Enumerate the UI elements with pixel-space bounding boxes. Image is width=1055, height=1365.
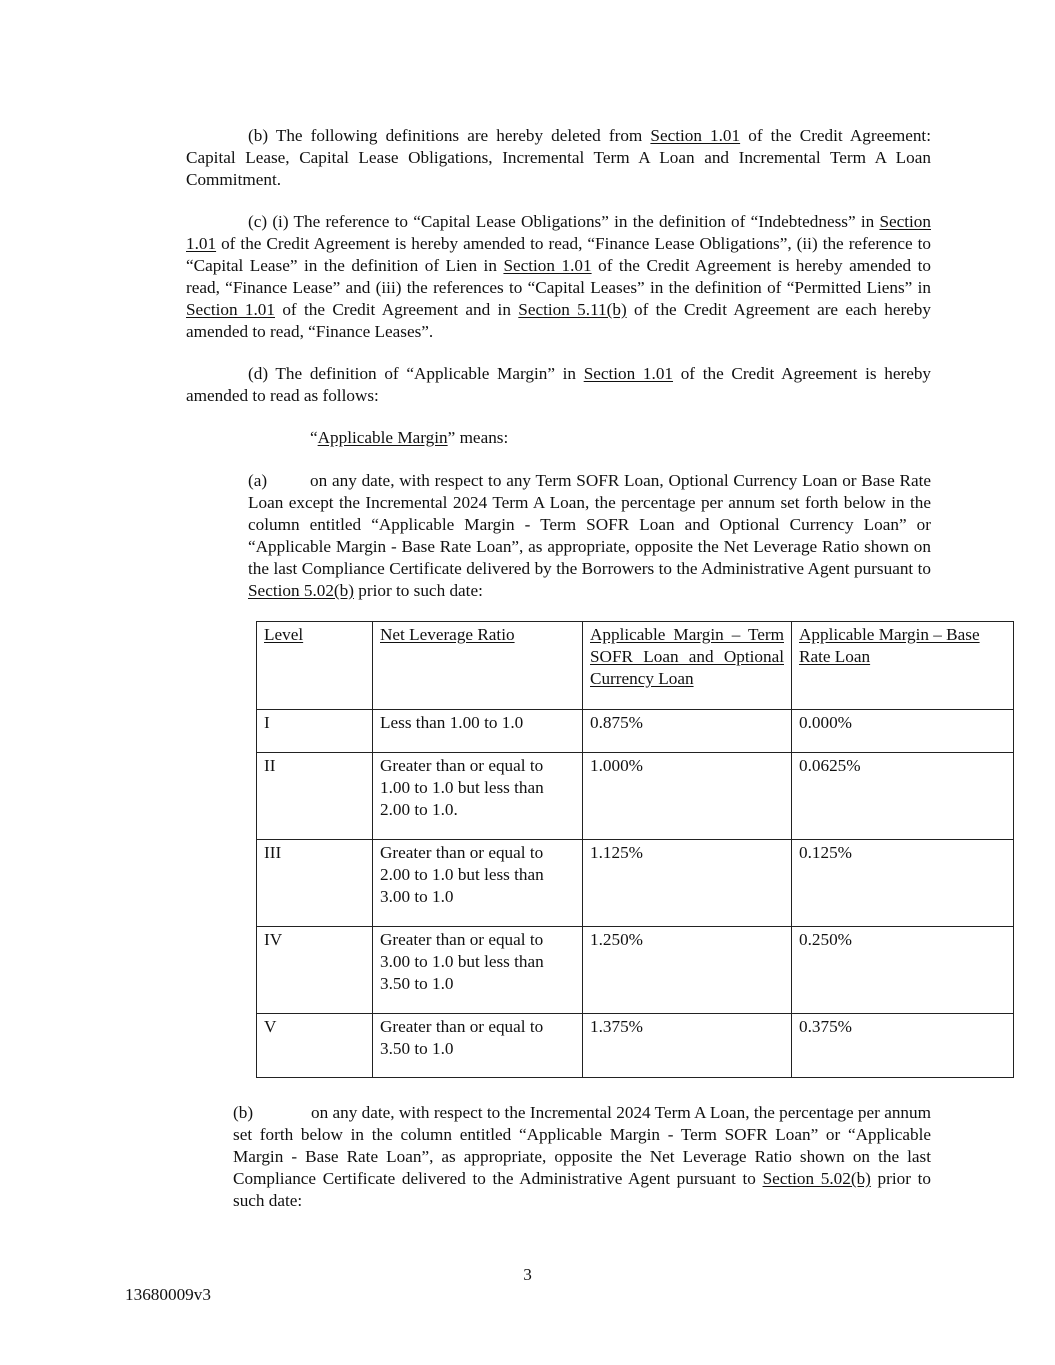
table-row — [257, 710, 1014, 753]
cell-sofr-margin: 1.375% — [583, 1014, 792, 1078]
section-reference: Section 1.01 — [186, 299, 275, 319]
paragraph-b-lead: (b) The following definitions are hereby deleted from — [248, 126, 651, 145]
definition-means: ” means: — [447, 428, 509, 447]
cell-sofr-margin: 1.250% — [583, 927, 792, 1014]
cell-level: I — [257, 710, 373, 753]
paragraph-c-text: of the Credit Agreement and in — [274, 299, 519, 319]
clause-a-text: prior to such date: — [353, 580, 483, 600]
table-row — [257, 753, 1014, 840]
paragraph-b-text: of the Credit Agreement: Capital Lease, Capital Lease Obligations, Incremental Term A Loan and Incremental Term A Loan Commitment. — [186, 126, 931, 189]
cell-base-margin: 0.375% — [792, 1014, 1014, 1078]
cell-base-margin: 0.000% — [792, 710, 1014, 753]
header-base-rate-margin: Applicable Margin – Base Rate Loan — [792, 622, 1014, 710]
paragraph-b — [186, 125, 931, 191]
paragraph-c-text: of the Credit Agreement is hereby amended to read, “Finance Lease” and (iii) the references to “Capital Leases” in the definition of “Permitted Liens” in — [186, 255, 931, 297]
paragraph-d-text: (d) The definition of “Applicable Margin” in — [248, 364, 584, 383]
cell-sofr-margin: 0.875% — [583, 710, 792, 753]
definition-heading — [310, 427, 508, 449]
paragraph-c — [186, 211, 931, 342]
section-reference: Section 5.02(b) — [762, 1168, 871, 1188]
paragraph-c-text: of the Credit Agreement is hereby amended to read, “Finance Lease Obligations”, (ii) the reference to “Capital Lease” in the definition of Lien in — [186, 233, 931, 275]
table-row — [257, 927, 1014, 1014]
paragraph-c-text: of the Credit Agreement are each hereby amended to read, “Finance Leases”. — [186, 299, 931, 341]
cell-level: II — [257, 753, 373, 840]
cell-ratio: Greater than or equal to 2.00 to 1.0 but less than 3.00 to 1.0 — [373, 840, 583, 927]
cell-sofr-margin: 1.000% — [583, 753, 792, 840]
header-sofr-margin: Applicable Margin – Term SOFR Loan and Optional Currency Loan — [583, 622, 792, 710]
paragraph-d-text: of the Credit Agreement is hereby amended to read as follows: — [186, 364, 932, 405]
table-header-row — [257, 622, 1014, 710]
clause-b-marker: (b) — [233, 1103, 254, 1122]
table-row — [257, 840, 1014, 927]
cell-level: III — [257, 840, 373, 927]
header-net-leverage-ratio: Net Leverage Ratio — [373, 622, 583, 710]
clause-a-marker: (a) — [248, 471, 268, 490]
clause-b-text: on any date, with respect to the Incremental 2024 Term A Loan, the percentage per annum set forth below in the column entitled “Applicable Margin - Term SOFR Loan” or “Applicable Margin - Base Rate Loan”, as appropriate, opposite the Net Leverage Ratio shown on the last Compliance Certificate delivered to the Administrative Agent pursuant to — [233, 1103, 931, 1188]
clause-a — [248, 470, 931, 601]
cell-ratio: Less than 1.00 to 1.0 — [373, 710, 583, 753]
cell-ratio: Greater than or equal to 1.00 to 1.0 but less than 2.00 to 1.0. — [373, 753, 583, 840]
table-row — [257, 1014, 1014, 1078]
page-number: 3 — [523, 1265, 532, 1284]
section-reference: Section 1.01 — [503, 255, 592, 275]
section-reference: Section 5.11(b) — [518, 299, 627, 319]
cell-ratio: Greater than or equal to 3.00 to 1.0 but less than 3.50 to 1.0 — [373, 927, 583, 1014]
clause-a-text: on any date, with respect to any Term SOFR Loan, Optional Currency Loan or Base Rate Loan except the Incremental 2024 Term A Loan, the percentage per annum set forth below in the column entitled “Applicable Margin - Term SOFR Loan and Optional Currency Loan” or “Applicable Margin - Base Rate Loan”, as appropriate, opposite the Net Leverage Ratio shown on the last Compliance Certificate delivered by the Borrowers to the Administrative Agent pursuant to — [248, 471, 931, 578]
cell-base-margin: 0.125% — [792, 840, 1014, 927]
section-reference: Section 1.01 — [186, 212, 931, 253]
paragraph-c-text: (c) (i) The reference to “Capital Lease Obligations” in the definition of “Indebtedness” in — [248, 212, 880, 231]
applicable-margin-table — [256, 621, 1014, 1078]
open-quote: “ — [310, 428, 318, 447]
document-id: 13680009v3 — [125, 1285, 211, 1304]
header-level: Level — [257, 622, 373, 710]
clause-b-text: prior to such date: — [233, 1168, 931, 1210]
cell-base-margin: 0.250% — [792, 927, 1014, 1014]
cell-ratio: Greater than or equal to 3.50 to 1.0 — [373, 1014, 583, 1078]
paragraph-d — [186, 363, 931, 407]
section-reference: Section 1.01 — [583, 364, 674, 383]
section-reference: Section 5.02(b) — [248, 580, 354, 600]
clause-b — [233, 1102, 931, 1212]
cell-level: IV — [257, 927, 373, 1014]
defined-term: Applicable Margin — [317, 428, 448, 447]
cell-sofr-margin: 1.125% — [583, 840, 792, 927]
cell-level: V — [257, 1014, 373, 1078]
section-reference: Section 1.01 — [650, 126, 741, 145]
cell-base-margin: 0.0625% — [792, 753, 1014, 840]
